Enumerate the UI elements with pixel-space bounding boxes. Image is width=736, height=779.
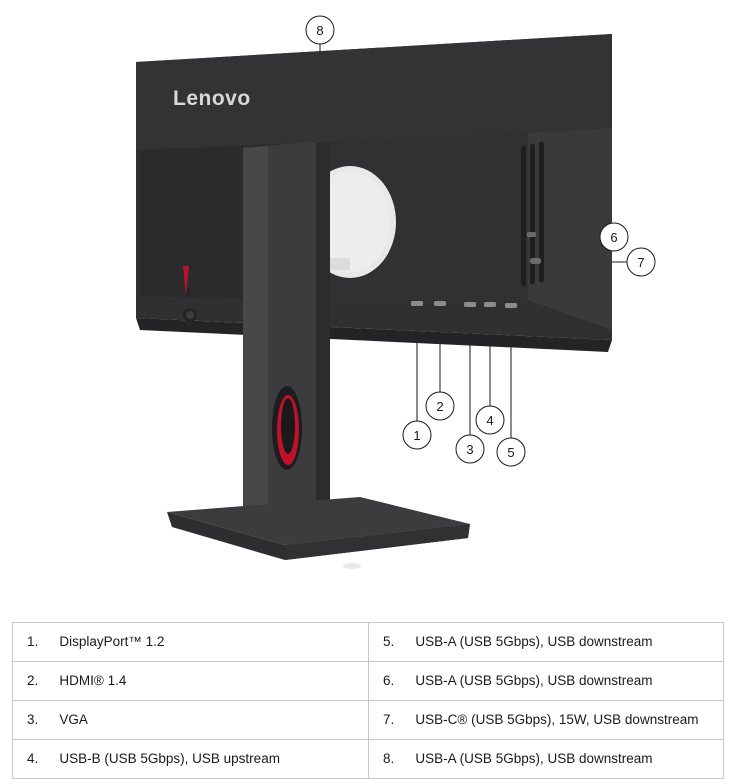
monitor-base: [167, 497, 470, 569]
callout-6-label: 6: [610, 230, 618, 245]
base-foot-pad: [343, 563, 361, 569]
legend-left-label-2: HDMI® 1.4: [51, 662, 368, 701]
legend-right-label-6: USB-A (USB 5Gbps), USB downstream: [407, 662, 723, 701]
table-row: [13, 623, 724, 662]
port-2-hdmi: [434, 301, 446, 306]
callout-7-label: 7: [637, 255, 645, 270]
legend-left-num-2: 2.: [13, 662, 52, 701]
legend-right-num-5: 5.: [369, 623, 408, 662]
callout-8: [306, 16, 334, 44]
table-row: [13, 740, 724, 779]
legend-right-num-7: 7.: [369, 701, 408, 740]
callout-4: [476, 406, 504, 434]
legend-left-label-1: DisplayPort™ 1.2: [51, 623, 368, 662]
legend-left-num-4: 4.: [13, 740, 52, 779]
vent-grille: [521, 142, 544, 286]
lenovo-logo-text: Lenovo: [173, 87, 251, 110]
callout-1: [403, 421, 431, 449]
port-4-usb-b: [484, 302, 496, 307]
callout-6: [600, 223, 628, 251]
legend-right-label-5: USB-A (USB 5Gbps), USB downstream: [407, 623, 723, 662]
legend-right-label-7: USB-C® (USB 5Gbps), 15W, USB downstream: [407, 701, 723, 740]
callout-3-label: 3: [466, 442, 474, 457]
port-legend-table: [12, 622, 724, 779]
legend-left-label-4: USB-B (USB 5Gbps), USB upstream: [51, 740, 368, 779]
table-row: [13, 662, 724, 701]
port-6-usb-a: [527, 232, 536, 237]
legend-right-num-8: 8.: [369, 740, 408, 779]
callout-5-label: 5: [507, 445, 515, 460]
callout-2: [426, 392, 454, 420]
legend-left-label-3: VGA: [51, 701, 368, 740]
callout-7: [627, 248, 655, 276]
callout-1-label: 1: [413, 428, 421, 443]
callout-3: [456, 435, 484, 463]
callout-5: [497, 438, 525, 466]
legend-right-label-8: USB-A (USB 5Gbps), USB downstream: [407, 740, 723, 779]
legend-left-num-1: 1.: [13, 623, 52, 662]
legend-left-num-3: 3.: [13, 701, 52, 740]
callout-2-label: 2: [436, 399, 444, 414]
port-3-vga: [464, 302, 476, 307]
port-7-usb-c: [530, 258, 541, 264]
port-1-displayport: [411, 301, 423, 306]
monitor-stand-column: [243, 140, 330, 520]
table-row: [13, 701, 724, 740]
callout-8-label: 8: [316, 23, 324, 38]
port-5-usb-a: [505, 303, 517, 308]
legend-right-num-6: 6.: [369, 662, 408, 701]
monitor-illustration: [136, 34, 612, 569]
callout-4-label: 4: [486, 413, 494, 428]
